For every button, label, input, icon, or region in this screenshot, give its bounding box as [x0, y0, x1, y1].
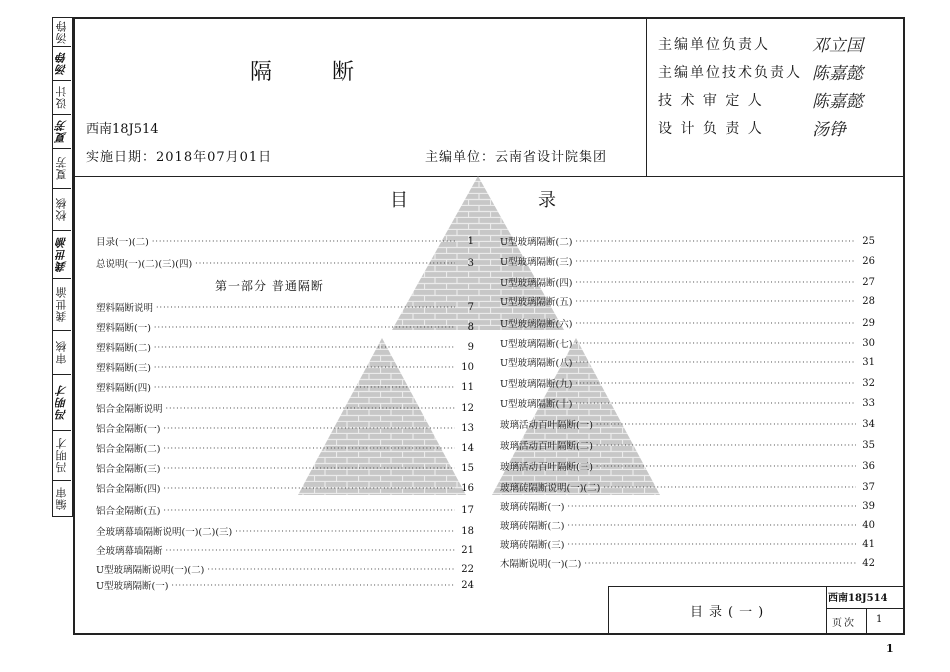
- footer-left-line: [608, 586, 609, 634]
- toc-entry-label: 玻璃砖隔断(三): [500, 540, 565, 551]
- toc-entry-label: 全玻璃幕墙隔断: [96, 546, 163, 557]
- toc-entry-page: 29: [862, 317, 875, 329]
- toc-entry-label: 塑料隔断(三): [96, 363, 151, 374]
- toc-leader-dots: [575, 297, 856, 306]
- signoff-cell: [53, 430, 71, 481]
- responsibility-label: 主编单位技术负责人: [658, 65, 802, 81]
- footer-title: 目录(一): [690, 605, 770, 620]
- signoff-label: 校核: [55, 197, 68, 221]
- toc-entry-label: 全玻璃幕墙隔断说明(一)(二)(三): [96, 527, 233, 538]
- editor-unit: 主编单位：云南省设计院集团: [425, 150, 608, 165]
- signoff-label: 设计: [55, 85, 68, 109]
- toc-entry-label: 玻璃砖隔断(一): [500, 502, 565, 513]
- toc-leader-dots: [596, 441, 856, 450]
- figure-code: 西南18J514: [828, 593, 888, 604]
- toc-entry-label: U型玻璃隔断(三): [500, 257, 573, 268]
- toc-entry: [500, 459, 875, 473]
- toc-entry: [96, 578, 474, 592]
- toc-leader-dots: [575, 237, 856, 246]
- toc-leader-dots: [154, 383, 455, 392]
- toc-entry: [96, 380, 474, 394]
- toc-entry: [96, 441, 474, 455]
- signoff-label: 编审: [55, 486, 68, 510]
- sheet-number: 1: [886, 642, 894, 655]
- responsibility-label: 技 术 审 定 人: [658, 93, 764, 109]
- toc-entry-label: 铝合金隔断(五): [96, 506, 161, 517]
- signoff-label: 龚世渝: [55, 286, 68, 322]
- toc-heading-right: 录: [538, 190, 556, 211]
- toc-entry: [500, 294, 875, 308]
- toc-heading-left: 目: [390, 190, 408, 211]
- toc-entry-label: 木隔断说明(一)(二): [500, 559, 582, 570]
- toc-entry: [500, 518, 875, 532]
- toc-leader-dots: [195, 259, 455, 268]
- toc-entry-page: 3: [467, 257, 474, 269]
- toc-leader-dots: [163, 506, 455, 515]
- signoff-cell: [53, 330, 71, 375]
- toc-leader-dots: [596, 420, 856, 429]
- toc-leader-dots: [596, 462, 856, 471]
- toc-entry: [500, 316, 875, 330]
- toc-entry-label: 玻璃活动百叶隔断(二): [500, 441, 593, 452]
- toc-leader-dots: [575, 379, 856, 388]
- toc-entry: [96, 524, 474, 538]
- toc-entry-label: 玻璃活动百叶隔断(三): [500, 462, 593, 473]
- page-label: 页次: [832, 618, 856, 629]
- toc-entry-page: 8: [467, 321, 474, 333]
- toc-leader-dots: [575, 339, 856, 348]
- toc-entry-page: 31: [862, 356, 875, 368]
- toc-entry: [500, 556, 875, 570]
- toc-entry-label: 玻璃活动百叶隔断(一): [500, 420, 593, 431]
- responsibility-signature: 陈嘉懿: [812, 64, 863, 84]
- toc-entry-page: 32: [862, 377, 875, 389]
- toc-entry-page: 18: [461, 525, 474, 537]
- toc-entry: [96, 461, 474, 475]
- signoff-cell: [53, 278, 71, 331]
- toc-entry: [96, 503, 474, 517]
- toc-entry-page: 15: [461, 462, 474, 474]
- toc-entry-page: 40: [862, 519, 875, 531]
- part-label: 第一部分 普通隔断: [215, 279, 324, 293]
- toc-entry-label: U型玻璃隔断(四): [500, 278, 573, 289]
- signoff-signature: 汤铮: [55, 51, 68, 75]
- toc-entry: [96, 421, 474, 435]
- toc-entry-page: 11: [461, 381, 474, 393]
- toc-entry: [96, 562, 474, 576]
- toc-entry: [96, 340, 474, 354]
- signoff-label: 审核: [55, 340, 68, 364]
- toc-entry: [500, 275, 875, 289]
- toc-entry: [500, 417, 875, 431]
- toc-entry: [96, 360, 474, 374]
- footer-mid-line: [826, 586, 827, 634]
- signoff-cell: [53, 18, 71, 47]
- toc-leader-dots: [575, 257, 856, 266]
- toc-leader-dots: [567, 502, 856, 511]
- toc-entry-label: 铝合金隔断(四): [96, 484, 161, 495]
- toc-entry-label: U型玻璃隔断(七): [500, 339, 573, 350]
- toc-leader-dots: [166, 546, 455, 555]
- toc-leader-dots: [163, 464, 455, 473]
- toc-entry-label: U型玻璃隔断(二): [500, 237, 573, 248]
- toc-entry-page: 24: [461, 579, 474, 591]
- toc-entry: [96, 300, 474, 314]
- toc-leader-dots: [166, 404, 455, 413]
- signoff-label: 汤铮: [55, 20, 68, 44]
- footer-top-line: [608, 586, 905, 587]
- toc-entry: [500, 355, 875, 369]
- toc-entry-page: 17: [461, 504, 474, 516]
- toc-entry-page: 41: [862, 538, 875, 550]
- toc-leader-dots: [154, 323, 455, 332]
- effective-date: 实施日期：2018年07月01日: [86, 150, 273, 165]
- toc-entry-label: 塑料隔断(四): [96, 383, 151, 394]
- toc-leader-dots: [575, 399, 856, 408]
- toc-entry-label: 塑料隔断说明: [96, 303, 154, 314]
- page-title: 隔断: [250, 60, 415, 85]
- signoff-cell: [53, 114, 71, 149]
- toc-entry-page: 34: [862, 418, 875, 430]
- toc-leader-dots: [207, 565, 455, 574]
- toc-leader-dots: [163, 484, 455, 493]
- toc-entry-page: 28: [862, 295, 875, 307]
- toc-entry: [500, 537, 875, 551]
- toc-entry: [500, 480, 875, 494]
- toc-entry: [500, 396, 875, 410]
- toc-entry: [500, 376, 875, 390]
- toc-entry: [96, 320, 474, 334]
- signoff-signature: 冯明才: [55, 384, 68, 420]
- toc-leader-dots: [171, 581, 455, 590]
- toc-entry-label: 铝合金隔断说明: [96, 404, 163, 415]
- toc-entry-page: 37: [862, 481, 875, 493]
- responsibility-signature: 汤铮: [812, 120, 846, 140]
- toc-leader-dots: [567, 540, 856, 549]
- standard-code: 西南18J514: [86, 122, 159, 137]
- toc-entry-label: U型玻璃隔断(九): [500, 379, 573, 390]
- signoff-cell: [53, 374, 71, 431]
- toc-entry: [96, 543, 474, 557]
- signoff-cell: [53, 80, 71, 115]
- toc-entry-label: 铝合金隔断(二): [96, 444, 161, 455]
- toc-entry: [96, 401, 474, 415]
- toc-leader-dots: [156, 303, 455, 312]
- toc-entry: [500, 438, 875, 452]
- toc-entry: [96, 256, 474, 270]
- toc-entry: [96, 234, 474, 248]
- page-value: 1: [876, 614, 883, 625]
- toc-entry-page: 27: [862, 276, 875, 288]
- toc-entry-page: 21: [461, 544, 474, 556]
- responsibility-signature: 邓立国: [812, 36, 863, 56]
- toc-entry-label: 玻璃砖隔断说明(一)(二): [500, 483, 601, 494]
- toc-leader-dots: [163, 444, 455, 453]
- toc-entry-page: 26: [862, 255, 875, 267]
- toc-leader-dots: [567, 521, 856, 530]
- toc-entry-page: 42: [862, 557, 875, 569]
- toc-leader-dots: [584, 559, 856, 568]
- header-vertical-divider: [646, 17, 647, 177]
- toc-entry: [500, 336, 875, 350]
- toc-entry-label: U型玻璃隔断(十): [500, 399, 573, 410]
- footer-page-divider: [866, 608, 867, 634]
- toc-leader-dots: [235, 527, 455, 536]
- responsibility-signature: 陈嘉懿: [812, 92, 863, 112]
- toc-entry-page: 1: [467, 235, 474, 247]
- toc-entry-label: 铝合金隔断(一): [96, 424, 161, 435]
- toc-leader-dots: [575, 358, 856, 367]
- signoff-label: 冯明才: [55, 437, 68, 473]
- signoff-strip: [52, 17, 73, 517]
- toc-entry-page: 22: [461, 563, 474, 575]
- toc-entry-label: 目录(一)(二): [96, 237, 149, 248]
- toc-entry-label: U型玻璃隔断(五): [500, 297, 573, 308]
- signoff-cell: [53, 46, 71, 81]
- signoff-cell: [53, 188, 71, 231]
- toc-entry-page: 10: [461, 361, 474, 373]
- signoff-label: 夏芳: [55, 156, 68, 180]
- signoff-cell: [53, 148, 71, 189]
- toc-entry-label: U型玻璃隔断(一): [96, 581, 169, 592]
- toc-entry-page: 14: [461, 442, 474, 454]
- toc-entry-page: 39: [862, 500, 875, 512]
- signoff-signature: 夏芳: [55, 119, 68, 143]
- toc-entry-page: 12: [461, 402, 474, 414]
- toc-entry-label: 铝合金隔断(三): [96, 464, 161, 475]
- toc-entry-page: 33: [862, 397, 875, 409]
- toc-entry-page: 35: [862, 439, 875, 451]
- toc-leader-dots: [154, 343, 455, 352]
- toc-leader-dots: [575, 278, 856, 287]
- toc-entry-label: 总说明(一)(二)(三)(四): [96, 259, 193, 270]
- toc-entry-page: 13: [461, 422, 474, 434]
- toc-entry-label: U型玻璃隔断(八): [500, 358, 573, 369]
- toc-leader-dots: [152, 237, 455, 246]
- signoff-signature: 龚世渝: [55, 236, 68, 272]
- toc-entry-page: 25: [862, 235, 875, 247]
- toc-leader-dots: [163, 424, 455, 433]
- toc-entry: [500, 234, 875, 248]
- toc-leader-dots: [575, 319, 856, 328]
- toc-entry-page: 30: [862, 337, 875, 349]
- toc-entry: [500, 499, 875, 513]
- toc-entry-label: U型玻璃隔断(六): [500, 319, 573, 330]
- toc-leader-dots: [154, 363, 455, 372]
- toc-entry-page: 36: [862, 460, 875, 472]
- responsibility-label: 主编单位负责人: [658, 37, 770, 53]
- toc-entry: [500, 254, 875, 268]
- toc-entry-page: 9: [467, 341, 474, 353]
- responsibility-label: 设 计 负 责 人: [658, 121, 764, 137]
- signoff-cell: [53, 480, 71, 517]
- toc-entry-label: 玻璃砖隔断(二): [500, 521, 565, 532]
- toc-entry-label: 塑料隔断(二): [96, 343, 151, 354]
- toc-entry-page: 7: [467, 301, 474, 313]
- toc-entry-page: 16: [461, 482, 474, 494]
- toc-entry-label: 塑料隔断(一): [96, 323, 151, 334]
- toc-entry-label: U型玻璃隔断说明(一)(二): [96, 565, 205, 576]
- signoff-cell: [53, 230, 71, 279]
- toc-leader-dots: [603, 483, 856, 492]
- toc-entry: [96, 481, 474, 495]
